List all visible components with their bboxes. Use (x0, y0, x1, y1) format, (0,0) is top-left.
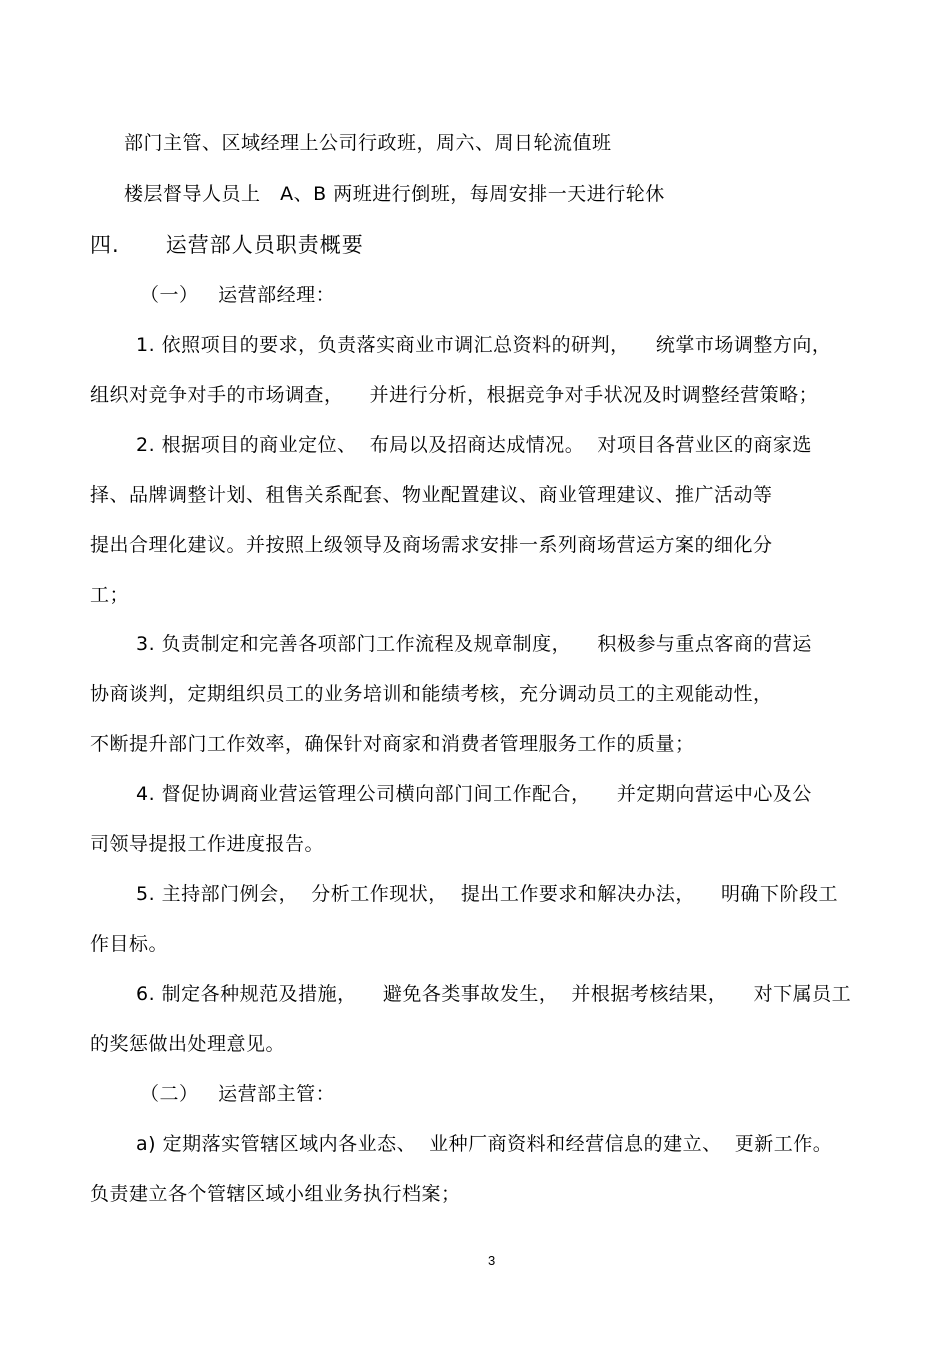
text-line: 6. 制定各种规范及措施， 避免各类事故发生， 并根据考核结果， 对下属员工 (136, 983, 852, 1005)
text-line: 择、品牌调整计划、租售关系配套、物业配置建议、商业管理建议、推广活动等 (90, 484, 773, 506)
subsection-heading: （二） 运营部主管： (140, 1083, 336, 1105)
text-line: 5. 主持部门例会， 分析工作现状， 提出工作要求和解决办法， 明确下阶段工 (136, 883, 838, 905)
subsection-heading: （一） 运营部经理： (140, 284, 336, 306)
text-line: 司领导提报工作进度报告。 (90, 833, 325, 855)
page-number: 3 (488, 1253, 496, 1268)
text-line: 不断提升部门工作效率，确保针对商家和消费者管理服务工作的质量； (90, 733, 695, 755)
text-line: a) 定期落实管辖区域内各业态、 业种厂商资料和经营信息的建立、 更新工作。 (136, 1133, 833, 1155)
text-line: 2. 根据项目的商业定位、 布局以及招商达成情况。 对项目各营业区的商家选 (136, 434, 812, 456)
text-line: 提出合理化建议。并按照上级领导及商场需求安排一系列商场营运方案的细化分 (90, 534, 773, 556)
text-line: 4. 督促协调商业营运管理公司横向部门间工作配合， 并定期向营运中心及公 (136, 783, 812, 805)
text-line: 作目标。 (90, 933, 169, 955)
text-line: 负责建立各个管辖区域小组业务执行档案； (90, 1183, 461, 1205)
section-heading: 四. 运营部人员职责概要 (90, 233, 364, 257)
text-line: 部门主管、区域经理上公司行政班，周六、周日轮流值班 (124, 132, 612, 154)
text-line: 工； (90, 584, 130, 606)
text-line: 3. 负责制定和完善各项部门工作流程及规章制度， 积极参与重点客商的营运 (136, 633, 812, 655)
text-line: 的奖惩做出处理意见。 (90, 1033, 286, 1055)
text-line: 组织对竞争对手的市场调查， 并进行分析，根据竞争对手状况及时调整经营策略； (90, 384, 819, 406)
text-line: 1. 依照项目的要求，负责落实商业市调汇总资料的研判， 统掌市场调整方向， (136, 334, 832, 356)
text-line: 协商谈判，定期组织员工的业务培训和能绩考核，充分调动员工的主观能动性， (90, 683, 773, 705)
text-line: 楼层督导人员上 A、B 两班进行倒班，每周安排一天进行轮休 (124, 183, 665, 205)
